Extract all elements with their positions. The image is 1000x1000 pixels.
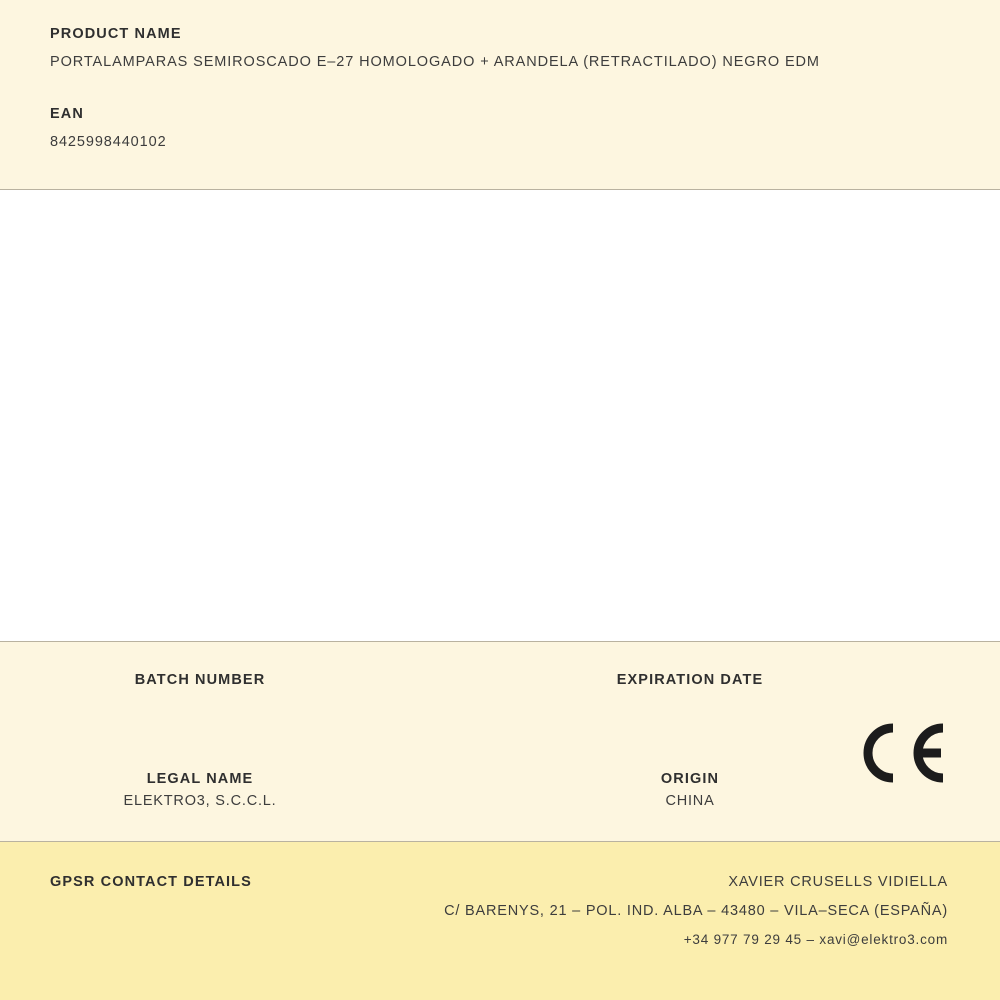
origin-value: CHINA [665,793,715,809]
details-row-batch-expiration [0,672,1000,711]
gpsr-contact-details [444,874,948,947]
legal-name-block [0,771,500,810]
ean-label: EAN [50,106,84,122]
legal-name-label: LEGAL NAME [146,771,254,787]
gpsr-contact-address: C/ BARENYS, 21 – POL. IND. ALBA – 43480 – VILA–SECA (ESPAÑA) [444,903,948,919]
origin-label: ORIGIN [660,771,720,787]
product-image-area [0,190,1000,642]
batch-number-label: BATCH NUMBER [134,672,266,688]
ean-value: 8425998440102 [50,134,167,150]
product-name-block [50,26,950,70]
gpsr-contact-phone-email: +34 977 79 29 45 – xavi@elektro3.com [683,932,948,947]
product-name-value: PORTALAMPARAS SEMIROSCADO E–27 HOMOLOGADO + ARANDELA (RETRACTILADO) NEGRO EDM [50,54,820,70]
gpsr-contact-name: XAVIER CRUSELLS VIDIELLA [728,874,948,890]
gpsr-contact-label: GPSR CONTACT DETAILS [50,874,252,890]
gpsr-footer-section [0,842,1000,1000]
product-name-label: PRODUCT NAME [50,26,182,42]
batch-number-value [0,694,400,711]
product-header-section [0,0,1000,190]
ce-marking-icon [858,720,948,786]
expiration-date-value [500,694,880,711]
product-details-section [0,642,1000,842]
batch-number-block [0,672,500,711]
details-row-legal-origin [0,771,1000,810]
legal-name-value: ELEKTRO3, S.C.C.L. [123,793,277,809]
ean-block [50,106,950,150]
expiration-date-block [500,672,1000,711]
expiration-date-label: EXPIRATION DATE [616,672,764,688]
